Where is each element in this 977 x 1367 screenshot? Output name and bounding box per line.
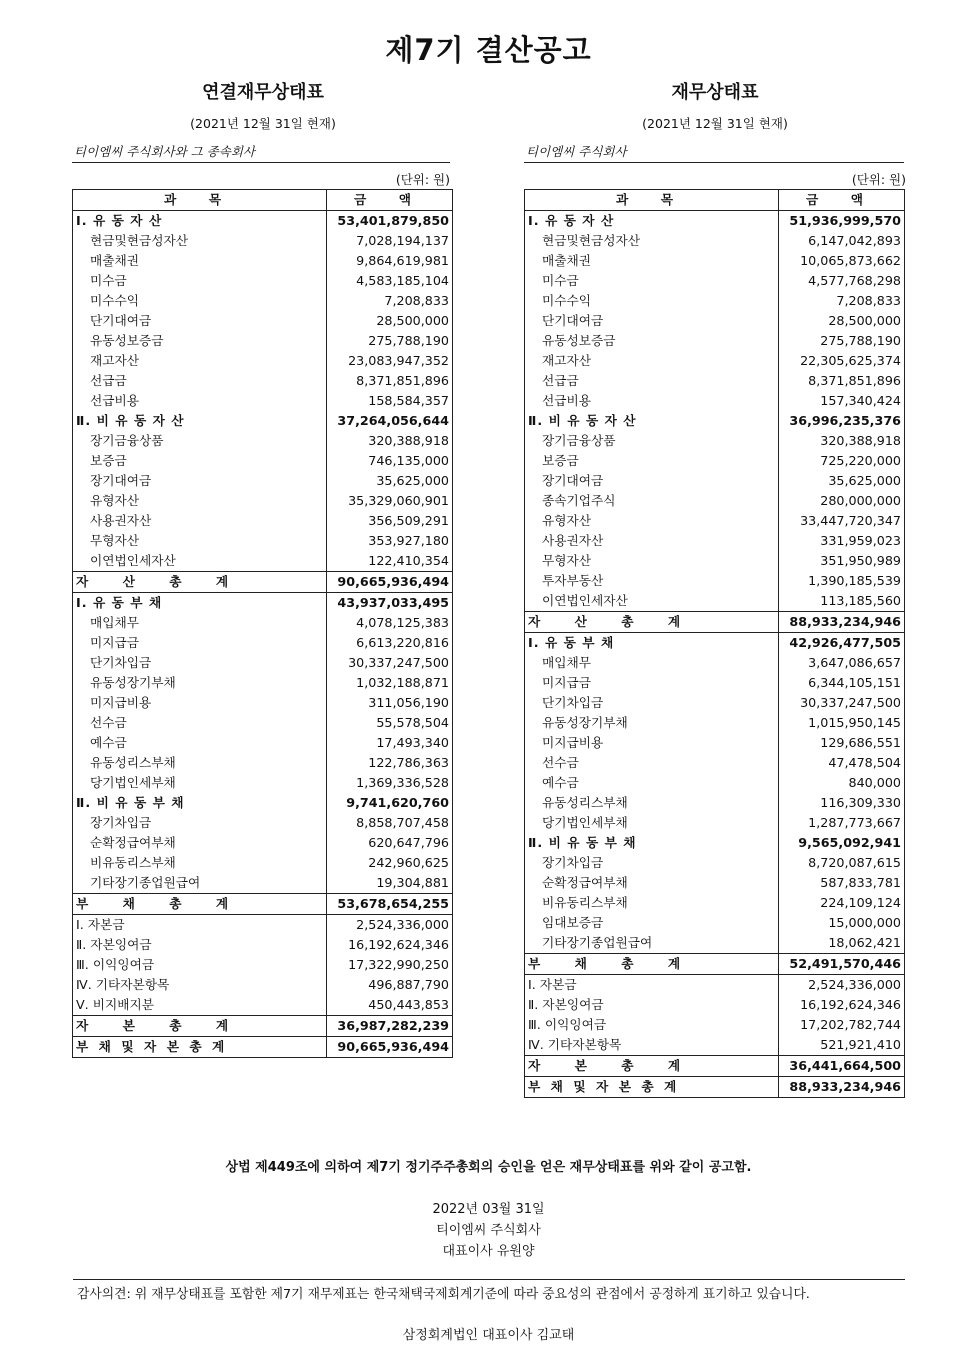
table-row	[73, 251, 453, 271]
account-amount: 8,858,707,458	[327, 813, 453, 833]
account-amount: 356,509,291	[327, 511, 453, 531]
account-amount: 242,960,625	[327, 853, 453, 873]
table-row	[73, 853, 453, 873]
account-amount: 8,720,087,615	[779, 853, 905, 873]
table-row	[73, 431, 453, 451]
account-amount: 9,565,092,941	[779, 833, 905, 853]
account-name: 장기금융상품	[525, 431, 779, 451]
account-amount: 6,344,105,151	[779, 673, 905, 693]
table-row	[73, 975, 453, 995]
account-name: 단기차입금	[73, 653, 327, 673]
account-name: Ⅱ. 비 유 동 부 채	[525, 833, 779, 853]
header-account: 과 목	[73, 190, 327, 211]
account-name: 재고자산	[73, 351, 327, 371]
account-amount: 15,000,000	[779, 913, 905, 933]
account-amount: 122,410,354	[327, 551, 453, 572]
table-row	[525, 773, 905, 793]
table-row	[525, 673, 905, 693]
table-row	[525, 733, 905, 753]
separate-date: (2021년 12월 31일 현재)	[642, 116, 788, 131]
table-row	[73, 713, 453, 733]
account-name: Ⅲ. 이익잉여금	[73, 955, 327, 975]
account-name: 부 채 총 계	[73, 894, 327, 915]
account-name: 보증금	[525, 451, 779, 471]
account-amount: 275,788,190	[327, 331, 453, 351]
account-name: 미수수익	[525, 291, 779, 311]
account-name: 장기금융상품	[73, 431, 327, 451]
account-amount: 37,264,056,644	[327, 411, 453, 431]
account-name: 당기법인세부채	[73, 773, 327, 793]
header-amount: 금 액	[779, 190, 905, 211]
account-amount: 280,000,000	[779, 491, 905, 511]
table-row	[73, 511, 453, 531]
account-amount: 224,109,124	[779, 893, 905, 913]
consolidated-heading: 연결재무상태표	[202, 82, 324, 103]
account-amount: 157,340,424	[779, 391, 905, 411]
table-row	[73, 311, 453, 331]
table-row	[525, 612, 905, 633]
account-name: 선급비용	[73, 391, 327, 411]
table-row	[525, 653, 905, 673]
table-row	[73, 733, 453, 753]
account-amount: 725,220,000	[779, 451, 905, 471]
table-row	[525, 913, 905, 933]
account-amount: 7,208,833	[327, 291, 453, 311]
table-row	[73, 935, 453, 955]
account-name: 유동성보증금	[525, 331, 779, 351]
account-name: 선급금	[525, 371, 779, 391]
account-name: 유형자산	[525, 511, 779, 531]
table-row	[73, 451, 453, 471]
account-name: 유동성리스부채	[525, 793, 779, 813]
table-row	[525, 873, 905, 893]
account-name: 선급비용	[525, 391, 779, 411]
table-row	[525, 351, 905, 371]
account-name: 선수금	[73, 713, 327, 733]
table-row	[73, 915, 453, 936]
table-row	[73, 551, 453, 572]
account-name: Ⅱ. 자본잉여금	[525, 995, 779, 1015]
table-row	[525, 893, 905, 913]
account-name: 미지급금	[525, 673, 779, 693]
table-row	[73, 955, 453, 975]
account-amount: 587,833,781	[779, 873, 905, 893]
account-amount: 19,304,881	[327, 873, 453, 894]
account-amount: 36,441,664,500	[779, 1056, 905, 1077]
account-amount: 351,950,989	[779, 551, 905, 571]
table-row	[525, 391, 905, 411]
table-row	[525, 211, 905, 232]
header-amount: 금 액	[327, 190, 453, 211]
notice-date: 2022년 03월 31일	[432, 1202, 545, 1217]
account-amount: 16,192,624,346	[779, 995, 905, 1015]
account-amount: 496,887,790	[327, 975, 453, 995]
account-name: 비유동리스부채	[525, 893, 779, 913]
account-amount: 36,987,282,239	[327, 1016, 453, 1037]
table-row	[525, 451, 905, 471]
table-row	[525, 491, 905, 511]
audit-opinion: 감사의견: 위 재무상태표를 포함한 제7기 재무제표는 한국채택국제회계기준에 따라 중요성의 관점에서 공정하게 표기하고 있습니다.	[77, 1287, 810, 1302]
account-amount: 33,447,720,347	[779, 511, 905, 531]
account-name: Ⅱ. 비 유 동 부 채	[73, 793, 327, 813]
company-name: 티이엠씨 주식회사	[436, 1223, 541, 1238]
page-title: 제7기 결산공고	[385, 33, 592, 67]
account-amount: 42,926,477,505	[779, 633, 905, 654]
account-name: 유동성보증금	[73, 331, 327, 351]
account-name: 예수금	[525, 773, 779, 793]
account-name: Ⅳ. 기타자본항목	[525, 1035, 779, 1056]
account-name: 투자부동산	[525, 571, 779, 591]
table-row	[73, 693, 453, 713]
divider	[72, 162, 450, 163]
account-name: Ⅱ. 자본잉여금	[73, 935, 327, 955]
account-amount: 116,309,330	[779, 793, 905, 813]
account-name: 매입채무	[73, 613, 327, 633]
account-amount: 23,083,947,352	[327, 351, 453, 371]
account-name: 현금및현금성자산	[525, 231, 779, 251]
account-amount: 9,741,620,760	[327, 793, 453, 813]
account-name: 사용권자산	[525, 531, 779, 551]
account-name: 유동성장기부채	[525, 713, 779, 733]
table-row	[525, 693, 905, 713]
account-name: 임대보증금	[525, 913, 779, 933]
table-row	[525, 1056, 905, 1077]
account-amount: 18,062,421	[779, 933, 905, 954]
account-name: 부 채 및 자 본 총 계	[525, 1077, 779, 1098]
account-name: 선수금	[525, 753, 779, 773]
account-name: 미수금	[525, 271, 779, 291]
account-amount: 1,287,773,667	[779, 813, 905, 833]
account-amount: 320,388,918	[327, 431, 453, 451]
table-row	[525, 753, 905, 773]
table-row	[525, 511, 905, 531]
account-amount: 47,478,504	[779, 753, 905, 773]
account-name: 자 본 총 계	[73, 1016, 327, 1037]
account-name: 당기법인세부채	[525, 813, 779, 833]
account-name: 이연법인세자산	[525, 591, 779, 612]
account-amount: 450,443,853	[327, 995, 453, 1016]
table-row	[525, 633, 905, 654]
account-name: 보증금	[73, 451, 327, 471]
account-name: 장기대여금	[525, 471, 779, 491]
representative: 대표이사 유원양	[442, 1244, 535, 1259]
table-row	[525, 853, 905, 873]
table-row	[525, 331, 905, 351]
table-row	[73, 291, 453, 311]
approval-notice: 상법 제449조에 의하여 제7기 정기주주총회의 승인을 얻은 재무상태표를 위와 같이 공고함.	[225, 1160, 752, 1175]
account-amount: 2,524,336,000	[779, 975, 905, 996]
table-row	[525, 471, 905, 491]
table-row	[525, 793, 905, 813]
account-name: Ⅴ. 비지배지분	[73, 995, 327, 1016]
account-amount: 4,583,185,104	[327, 271, 453, 291]
account-name: Ⅰ. 유 동 자 산	[525, 211, 779, 232]
account-amount: 320,388,918	[779, 431, 905, 451]
table-row	[525, 571, 905, 591]
account-amount: 17,322,990,250	[327, 955, 453, 975]
table-row	[73, 773, 453, 793]
table-row	[73, 351, 453, 371]
account-name: 순확정급여부채	[73, 833, 327, 853]
auditor: 삼정회계법인 대표이사 김교태	[402, 1328, 575, 1343]
consolidated-date: (2021년 12월 31일 현재)	[190, 116, 336, 131]
account-amount: 129,686,551	[779, 733, 905, 753]
account-amount: 53,678,654,255	[327, 894, 453, 915]
account-amount: 4,577,768,298	[779, 271, 905, 291]
table-row	[73, 271, 453, 291]
account-name: Ⅰ. 유 동 자 산	[73, 211, 327, 232]
account-name: Ⅰ. 유 동 부 채	[73, 593, 327, 614]
table-row	[525, 551, 905, 571]
table-row	[73, 331, 453, 351]
table-row	[73, 813, 453, 833]
table-row	[73, 633, 453, 653]
account-name: 장기대여금	[73, 471, 327, 491]
account-amount: 6,147,042,893	[779, 231, 905, 251]
table-row	[525, 531, 905, 551]
account-amount: 30,337,247,500	[327, 653, 453, 673]
account-amount: 88,933,234,946	[779, 1077, 905, 1098]
table-row	[73, 593, 453, 614]
account-name: Ⅲ. 이익잉여금	[525, 1015, 779, 1035]
account-amount: 53,401,879,850	[327, 211, 453, 232]
divider	[524, 162, 904, 163]
table-row	[525, 1077, 905, 1098]
table-row	[73, 995, 453, 1016]
account-name: 자 산 총 계	[73, 572, 327, 593]
account-name: 자 산 총 계	[525, 612, 779, 633]
account-name: 현금및현금성자산	[73, 231, 327, 251]
table-header	[525, 190, 905, 211]
table-row	[525, 933, 905, 954]
account-amount: 17,202,782,744	[779, 1015, 905, 1035]
account-amount: 1,032,188,871	[327, 673, 453, 693]
table-row	[525, 591, 905, 612]
account-name: 선급금	[73, 371, 327, 391]
table-row	[73, 1037, 453, 1058]
account-name: 단기차입금	[525, 693, 779, 713]
account-amount: 331,959,023	[779, 531, 905, 551]
account-name: 기타장기종업원급여	[73, 873, 327, 894]
account-name: 종속기업주식	[525, 491, 779, 511]
account-name: Ⅰ. 유 동 부 채	[525, 633, 779, 654]
account-name: 유동성리스부채	[73, 753, 327, 773]
account-name: 미수수익	[73, 291, 327, 311]
account-amount: 4,078,125,383	[327, 613, 453, 633]
account-amount: 113,185,560	[779, 591, 905, 612]
table-row	[525, 1035, 905, 1056]
account-amount: 28,500,000	[779, 311, 905, 331]
table-row	[525, 713, 905, 733]
account-amount: 35,329,060,901	[327, 491, 453, 511]
account-name: 장기차입금	[73, 813, 327, 833]
account-amount: 311,056,190	[327, 693, 453, 713]
account-name: Ⅱ. 비 유 동 자 산	[73, 411, 327, 431]
table-row	[73, 371, 453, 391]
account-amount: 122,786,363	[327, 753, 453, 773]
table-row	[525, 271, 905, 291]
account-amount: 7,028,194,137	[327, 231, 453, 251]
account-amount: 17,493,340	[327, 733, 453, 753]
table-row	[73, 491, 453, 511]
separate-heading: 재무상태표	[671, 82, 759, 103]
account-amount: 3,647,086,657	[779, 653, 905, 673]
table-row	[525, 954, 905, 975]
unit-label: (단위: 원)	[851, 172, 906, 187]
account-name: 사용권자산	[73, 511, 327, 531]
account-amount: 746,135,000	[327, 451, 453, 471]
account-amount: 51,936,999,570	[779, 211, 905, 232]
account-name: 기타장기종업원급여	[525, 933, 779, 954]
table-row	[525, 311, 905, 331]
table-row	[525, 431, 905, 451]
consolidated-table	[72, 189, 453, 1058]
account-amount: 840,000	[779, 773, 905, 793]
account-amount: 2,524,336,000	[327, 915, 453, 936]
account-name: 부 채 총 계	[525, 954, 779, 975]
account-name: 비유동리스부채	[73, 853, 327, 873]
account-name: 무형자산	[525, 551, 779, 571]
account-amount: 88,933,234,946	[779, 612, 905, 633]
account-name: 무형자산	[73, 531, 327, 551]
account-name: 매출채권	[73, 251, 327, 271]
account-amount: 275,788,190	[779, 331, 905, 351]
account-name: 부 채 및 자 본 총 계	[73, 1037, 327, 1058]
account-amount: 16,192,624,346	[327, 935, 453, 955]
table-row	[525, 291, 905, 311]
account-amount: 8,371,851,896	[779, 371, 905, 391]
account-amount: 1,369,336,528	[327, 773, 453, 793]
account-name: 미지급비용	[73, 693, 327, 713]
account-name: Ⅰ. 자본금	[525, 975, 779, 996]
table-row	[73, 793, 453, 813]
account-name: 미지급비용	[525, 733, 779, 753]
account-amount: 353,927,180	[327, 531, 453, 551]
table-row	[73, 673, 453, 693]
table-row	[73, 613, 453, 633]
table-row	[73, 231, 453, 251]
account-amount: 521,921,410	[779, 1035, 905, 1056]
account-name: 장기차입금	[525, 853, 779, 873]
account-amount: 9,864,619,981	[327, 251, 453, 271]
account-amount: 620,647,796	[327, 833, 453, 853]
account-amount: 35,625,000	[327, 471, 453, 491]
table-header	[73, 190, 453, 211]
table-row	[73, 211, 453, 232]
table-row	[73, 411, 453, 431]
account-name: Ⅱ. 비 유 동 자 산	[525, 411, 779, 431]
account-amount: 35,625,000	[779, 471, 905, 491]
table-row	[73, 753, 453, 773]
account-name: 이연법인세자산	[73, 551, 327, 572]
account-name: 미수금	[73, 271, 327, 291]
table-row	[73, 572, 453, 593]
table-row	[525, 371, 905, 391]
account-amount: 90,665,936,494	[327, 1037, 453, 1058]
account-amount: 90,665,936,494	[327, 572, 453, 593]
unit-label: (단위: 원)	[395, 172, 450, 187]
account-amount: 55,578,504	[327, 713, 453, 733]
divider	[73, 1279, 905, 1280]
account-amount: 6,613,220,816	[327, 633, 453, 653]
header-account: 과 목	[525, 190, 779, 211]
account-name: 단기대여금	[525, 311, 779, 331]
table-row	[525, 975, 905, 996]
table-row	[73, 894, 453, 915]
account-amount: 30,337,247,500	[779, 693, 905, 713]
separate-company: 티이엠씨 주식회사	[526, 144, 627, 159]
account-amount: 1,390,185,539	[779, 571, 905, 591]
account-name: 미지급금	[73, 633, 327, 653]
account-name: Ⅰ. 자본금	[73, 915, 327, 936]
table-row	[525, 251, 905, 271]
account-name: Ⅳ. 기타자본항목	[73, 975, 327, 995]
account-name: 재고자산	[525, 351, 779, 371]
account-name: 매출채권	[525, 251, 779, 271]
table-row	[525, 411, 905, 431]
table-row	[73, 471, 453, 491]
account-amount: 8,371,851,896	[327, 371, 453, 391]
account-name: 예수금	[73, 733, 327, 753]
table-row	[73, 653, 453, 673]
table-row	[525, 833, 905, 853]
table-row	[73, 1016, 453, 1037]
account-amount: 7,208,833	[779, 291, 905, 311]
account-name: 단기대여금	[73, 311, 327, 331]
account-amount: 22,305,625,374	[779, 351, 905, 371]
account-name: 순확정급여부채	[525, 873, 779, 893]
account-amount: 10,065,873,662	[779, 251, 905, 271]
table-row	[73, 873, 453, 894]
table-row	[73, 833, 453, 853]
table-row	[525, 813, 905, 833]
account-amount: 28,500,000	[327, 311, 453, 331]
account-amount: 158,584,357	[327, 391, 453, 411]
account-name: 유동성장기부채	[73, 673, 327, 693]
account-amount: 52,491,570,446	[779, 954, 905, 975]
account-name: 유형자산	[73, 491, 327, 511]
table-row	[73, 391, 453, 411]
account-amount: 43,937,033,495	[327, 593, 453, 614]
account-amount: 1,015,950,145	[779, 713, 905, 733]
consolidated-company: 티이엠씨 주식회사와 그 종속회사	[74, 144, 255, 159]
account-name: 자 본 총 계	[525, 1056, 779, 1077]
table-row	[525, 995, 905, 1015]
account-amount: 36,996,235,376	[779, 411, 905, 431]
separate-table	[524, 189, 905, 1098]
table-row	[525, 231, 905, 251]
account-name: 매입채무	[525, 653, 779, 673]
table-row	[73, 531, 453, 551]
table-row	[525, 1015, 905, 1035]
